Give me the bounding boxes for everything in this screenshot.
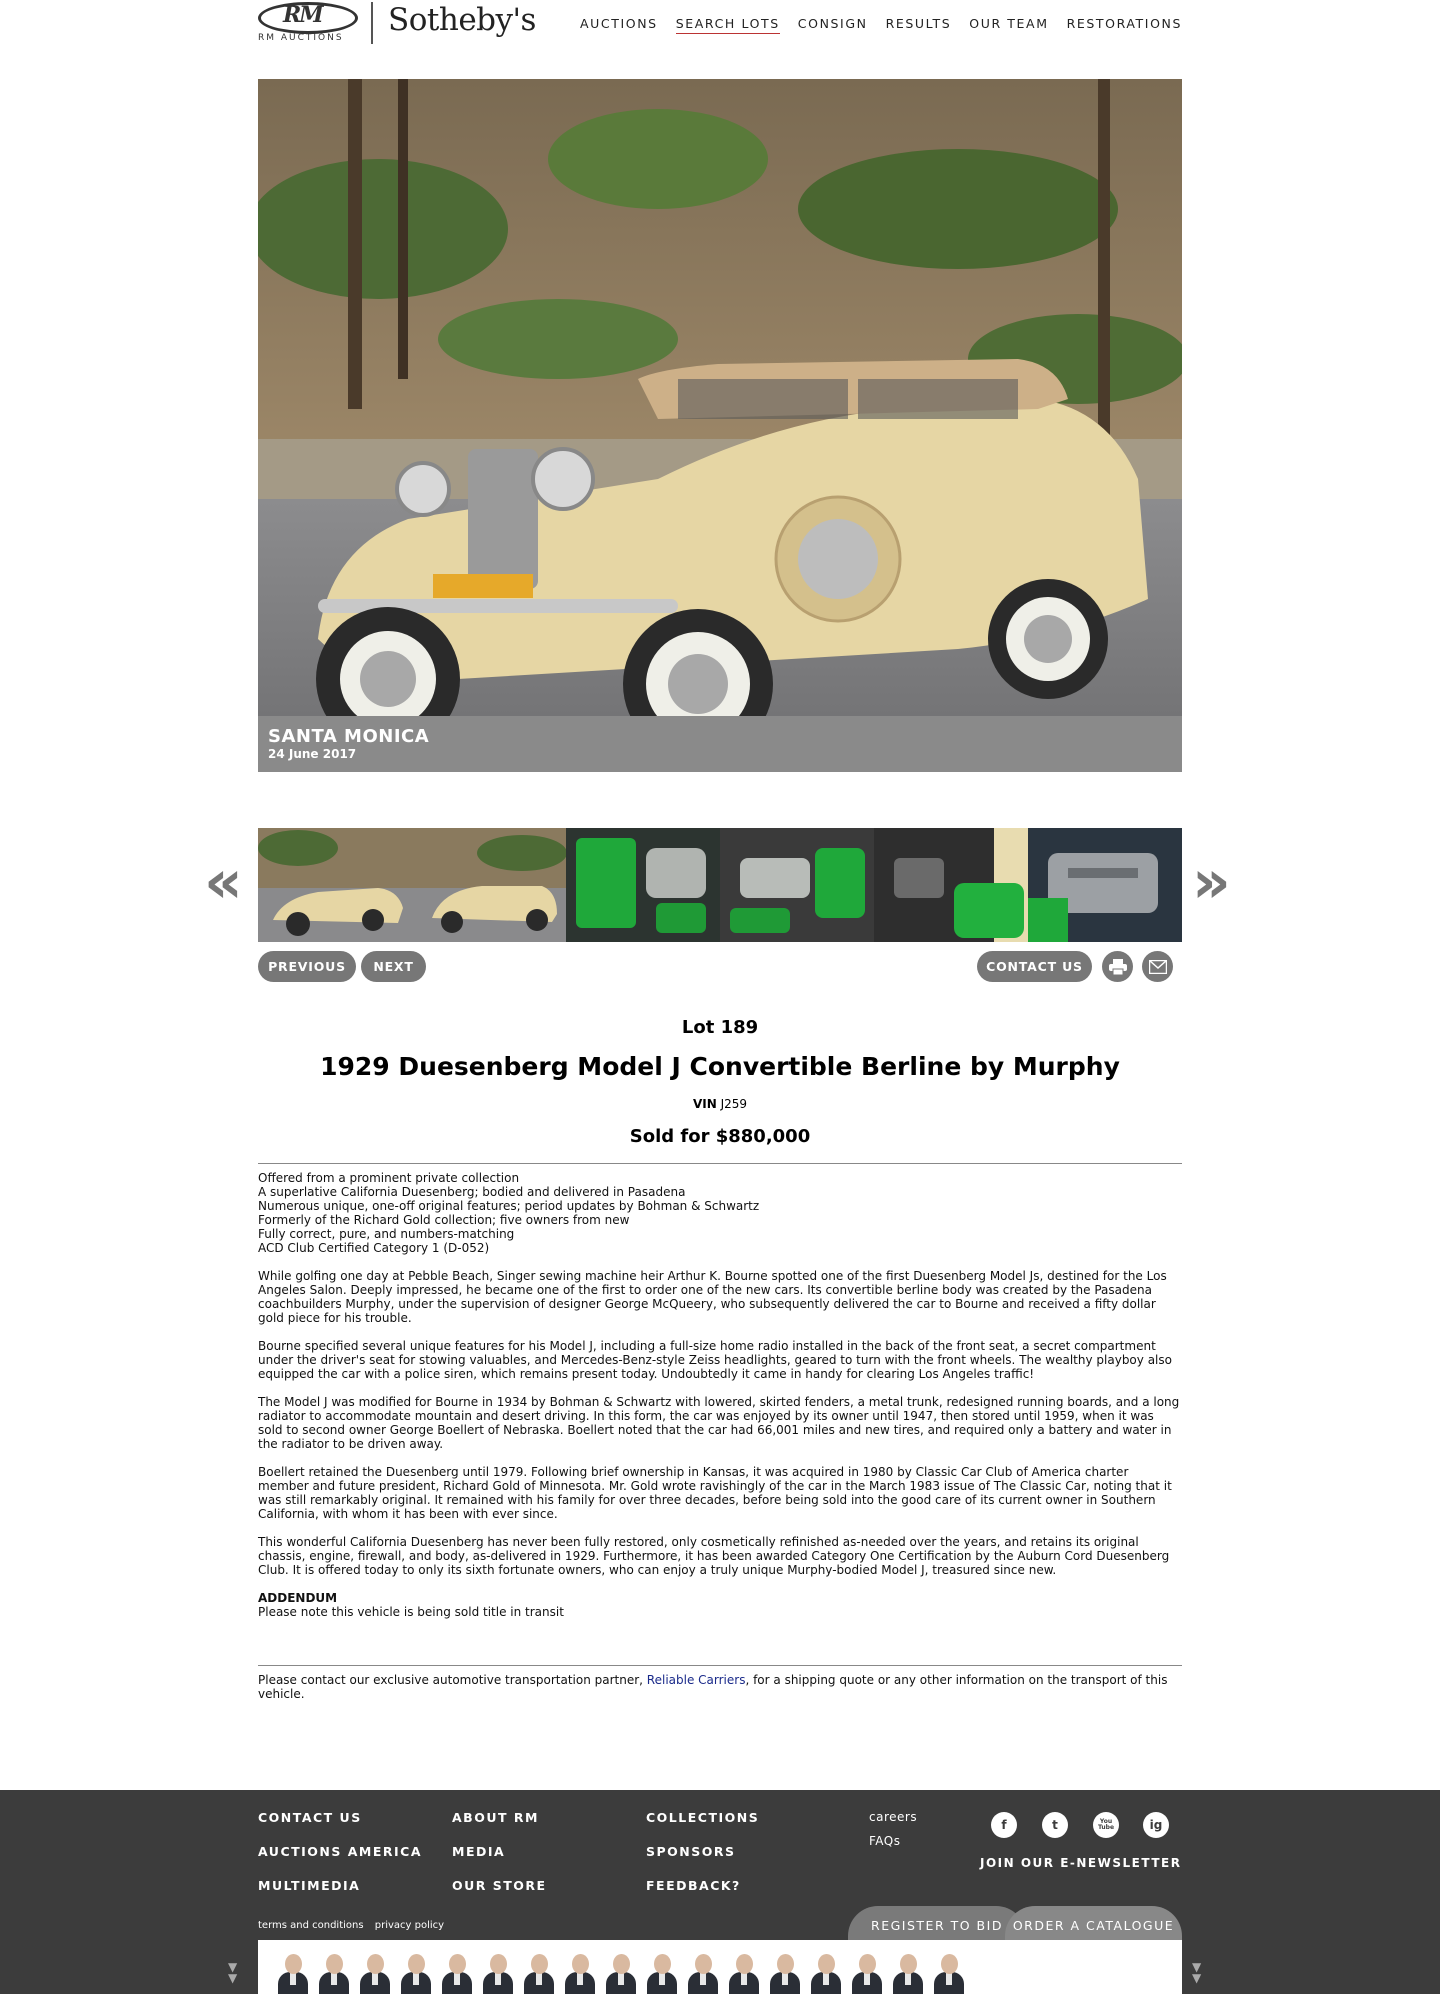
transport-text-after: , for a shipping quote or any other information on the transport of this vehicle. xyxy=(258,1673,1168,1701)
nav-search-lots[interactable]: SEARCH LOTS xyxy=(676,16,780,34)
nav-our-team[interactable]: OUR TEAM xyxy=(969,16,1049,31)
highlight-item: Numerous unique, one-off original features; period updates by Bohman & Schwartz xyxy=(258,1199,760,1213)
thumbnail-4-image xyxy=(720,828,874,942)
footer-our-store[interactable]: OUR STORE xyxy=(452,1878,547,1893)
addendum-text: Please note this vehicle is being sold title in transit xyxy=(258,1605,564,1619)
addendum-heading: ADDENDUM xyxy=(258,1591,338,1605)
description-paragraph: This wonderful California Duesenberg has never been fully restored, only cosmetically refinished as-needed over the years, and retains its original chassis, engine, firewall, and body, as-delivered in 1929. Furthermore, it has been awarded Category One Certification by the Auburn Cord Duesenberg Club. It is offered today to only its sixth fortunate owners, who can enjoy a truly unique Murphy-bodied Model J, treasured since new. xyxy=(258,1535,1170,1577)
thumbnail-3[interactable] xyxy=(566,828,720,942)
hero-caption xyxy=(258,716,1182,772)
thumbnail-6-image xyxy=(1028,828,1182,942)
nav-consign[interactable]: CONSIGN xyxy=(797,16,868,31)
team-member-photo[interactable] xyxy=(893,1954,923,1994)
auction-date: 24 June 2017 xyxy=(268,747,357,761)
nav-auctions[interactable]: AUCTIONS xyxy=(580,16,658,31)
addendum xyxy=(258,1591,1182,1619)
nav-restorations[interactable]: RESTORATIONS xyxy=(1066,16,1182,31)
team-member-photo[interactable] xyxy=(360,1954,390,1994)
transport-note xyxy=(258,1673,1182,1701)
footer-collections[interactable]: COLLECTIONS xyxy=(646,1810,760,1825)
previous-lot-button[interactable]: PREVIOUS xyxy=(258,951,356,982)
thumbnail-strip xyxy=(258,828,1182,942)
gallery-next-arrow[interactable]: » xyxy=(1192,847,1231,917)
team-member-photo[interactable] xyxy=(688,1954,718,1994)
team-member-photo[interactable] xyxy=(401,1954,431,1994)
footer-media[interactable]: MEDIA xyxy=(452,1844,506,1859)
team-member-photo[interactable] xyxy=(729,1954,759,1994)
team-member-photo[interactable] xyxy=(442,1954,472,1994)
thumbnail-5-image xyxy=(874,828,1028,942)
lot-title: 1929 Duesenberg Model J Convertible Berline by Murphy xyxy=(320,1052,1120,1081)
team-member-photo[interactable] xyxy=(278,1954,308,1994)
footer-sponsors[interactable]: SPONSORS xyxy=(646,1844,736,1859)
footer-column-1 xyxy=(258,1810,422,1912)
team-member-photo[interactable] xyxy=(647,1954,677,1994)
print-icon xyxy=(1109,959,1127,975)
newsletter-link[interactable]: JOIN OUR E-NEWSLETTER xyxy=(980,1856,1182,1870)
highlight-item: Formerly of the Richard Gold collection; five owners from new xyxy=(258,1213,630,1227)
thumbnail-2[interactable] xyxy=(412,828,566,942)
description-paragraph: Boellert retained the Duesenberg until 1979. Following brief ownership in Kansas, it was acquired in 1980 by Classic Car Club of America charter member and future president, Richard Gold of Minnesota. Mr. Gold wrote ravishingly of the car in the March 1983 issue of The Classic Car, noting that it was still remarkably original. It remained with his family for over three decades, before being sold into the good care of its current owner in Southern California, with whom it has been with ever since. xyxy=(258,1465,1172,1521)
rm-auctions-label: RM AUCTIONS xyxy=(258,33,344,43)
scroll-left-arrows[interactable]: ▼ ▼ xyxy=(228,1960,238,1985)
envelope-icon xyxy=(1149,960,1167,974)
thumbnail-5[interactable] xyxy=(874,828,1028,942)
facebook-icon[interactable]: f xyxy=(991,1812,1017,1838)
footer-column-3 xyxy=(646,1810,759,1912)
highlight-item: Fully correct, pure, and numbers-matching xyxy=(258,1227,515,1241)
terms-link[interactable]: terms and conditions xyxy=(258,1920,364,1931)
thumbnail-1[interactable] xyxy=(258,828,412,942)
footer-column-4 xyxy=(869,1810,917,1858)
contact-us-button[interactable]: CONTACT US xyxy=(977,951,1092,982)
lot-description xyxy=(258,1171,1182,1619)
logo-divider xyxy=(371,2,373,44)
reliable-carriers-link[interactable]: Reliable Carriers xyxy=(646,1673,746,1687)
sold-price: Sold for $880,000 xyxy=(629,1126,811,1147)
thumbnail-1-image xyxy=(258,828,412,942)
highlights-list xyxy=(258,1171,1182,1255)
team-member-photo[interactable] xyxy=(606,1954,636,1994)
privacy-link[interactable]: privacy policy xyxy=(374,1920,445,1931)
team-member-photo[interactable] xyxy=(319,1954,349,1994)
footer-auctions-america[interactable]: AUCTIONS AMERICA xyxy=(258,1844,423,1859)
description-paragraph: Bourne specified several unique features for his Model J, including a full-size home radio installed in the back of the front seat, a secret compartment under the driver's seat for stowing valuables, and Mercedes-Benz-style Zeiss headlights, geared to turn with the front wheels. The wealthy playboy also equipped the car with a police siren, which remains present today. Undoubtedly it came in handy for clearing Los Angeles traffic! xyxy=(258,1339,1172,1381)
rm-logo-text: RM xyxy=(283,2,322,28)
vin-value: J259 xyxy=(720,1097,748,1111)
vin-label: VIN xyxy=(692,1097,717,1111)
team-member-photo[interactable] xyxy=(524,1954,554,1994)
divider-top xyxy=(258,1163,1182,1164)
print-button[interactable] xyxy=(1102,951,1133,982)
thumbnail-6[interactable] xyxy=(1028,828,1182,942)
rm-logo-mark xyxy=(258,2,358,34)
thumbnail-3-image xyxy=(566,828,720,942)
highlight-item: Offered from a prominent private collection xyxy=(258,1171,520,1185)
site-header xyxy=(258,0,1182,50)
team-member-photo[interactable] xyxy=(811,1954,841,1994)
hero-photo xyxy=(258,79,1182,772)
team-member-photo[interactable] xyxy=(770,1954,800,1994)
highlight-item: A superlative California Duesenberg; bodied and delivered in Pasadena xyxy=(258,1185,686,1199)
auction-location: SANTA MONICA xyxy=(268,726,430,747)
highlight-item: ACD Club Certified Category 1 (D-052) xyxy=(258,1241,490,1255)
thumbnail-4[interactable] xyxy=(720,828,874,942)
hero-image[interactable] xyxy=(258,79,1182,772)
footer-contact-us[interactable]: CONTACT US xyxy=(258,1810,362,1825)
footer-multimedia[interactable]: MULTIMEDIA xyxy=(258,1878,361,1893)
sothebys-wordmark: Sotheby's xyxy=(388,2,536,38)
site-footer xyxy=(0,1790,1440,1994)
team-photo-strip xyxy=(258,1940,1182,1994)
team-member-photo[interactable] xyxy=(934,1954,964,1994)
lot-number: Lot 189 xyxy=(681,1017,759,1038)
email-button[interactable] xyxy=(1142,951,1173,982)
scroll-right-arrows[interactable]: ▼ ▼ xyxy=(1192,1960,1202,1985)
legal-links xyxy=(258,1920,452,1931)
footer-feedback[interactable]: FEEDBACK? xyxy=(646,1878,741,1893)
footer-faqs[interactable]: FAQs xyxy=(869,1834,901,1848)
register-to-bid-button[interactable]: REGISTER TO BID xyxy=(848,1906,1026,1944)
order-catalogue-button[interactable]: ORDER A CATALOGUE xyxy=(1005,1906,1182,1944)
footer-careers[interactable]: careers xyxy=(869,1810,918,1824)
vin-line xyxy=(258,1097,1182,1111)
team-member-photo[interactable] xyxy=(852,1954,882,1994)
team-member-photo[interactable] xyxy=(483,1954,513,1994)
youtube-icon[interactable]: You Tube xyxy=(1093,1812,1119,1838)
twitter-icon[interactable]: t xyxy=(1042,1812,1068,1838)
description-paragraph: The Model J was modified for Bourne in 1934 by Bohman & Schwartz with lowered, skirted fenders, a metal trunk, redesigned running boards, and a long radiator to accommodate mountain and desert driving. In this form, the car was enjoyed by its owner until 1947, then stored until 1959, when it was sold to second owner George Boellert of Nebraska. Boellert noted that the car had 66,001 miles and new tires, and required only a battery and water in the radiator to be driven away. xyxy=(258,1395,1180,1451)
description-paragraph: While golfing one day at Pebble Beach, Singer sewing machine heir Arthur K. Bourne spotted one of the first Duesenberg Model Js, destined for the Los Angeles Salon. Deeply impressed, he became one of the first to order one of the new cars. Its convertible berline body was created by the Pasadena coachbuilders Murphy, under the supervision of designer George McQueery, who subsequently delivered the car to Bourne and received a fifty dollar gold piece for his trouble. xyxy=(258,1269,1167,1325)
divider-bottom xyxy=(258,1665,1182,1666)
instagram-icon[interactable]: ig xyxy=(1143,1812,1169,1838)
thumbnail-2-image xyxy=(412,828,566,942)
next-lot-button[interactable]: NEXT xyxy=(361,951,426,982)
footer-about-rm[interactable]: ABOUT RM xyxy=(452,1810,539,1825)
footer-column-2 xyxy=(452,1810,547,1912)
main-nav xyxy=(562,16,1182,34)
transport-text-before: Please contact our exclusive automotive transportation partner, xyxy=(258,1673,647,1687)
nav-results[interactable]: RESULTS xyxy=(885,16,952,31)
team-member-photo[interactable] xyxy=(565,1954,595,1994)
gallery-prev-arrow[interactable]: « xyxy=(204,847,243,917)
site-logo[interactable] xyxy=(258,0,536,48)
